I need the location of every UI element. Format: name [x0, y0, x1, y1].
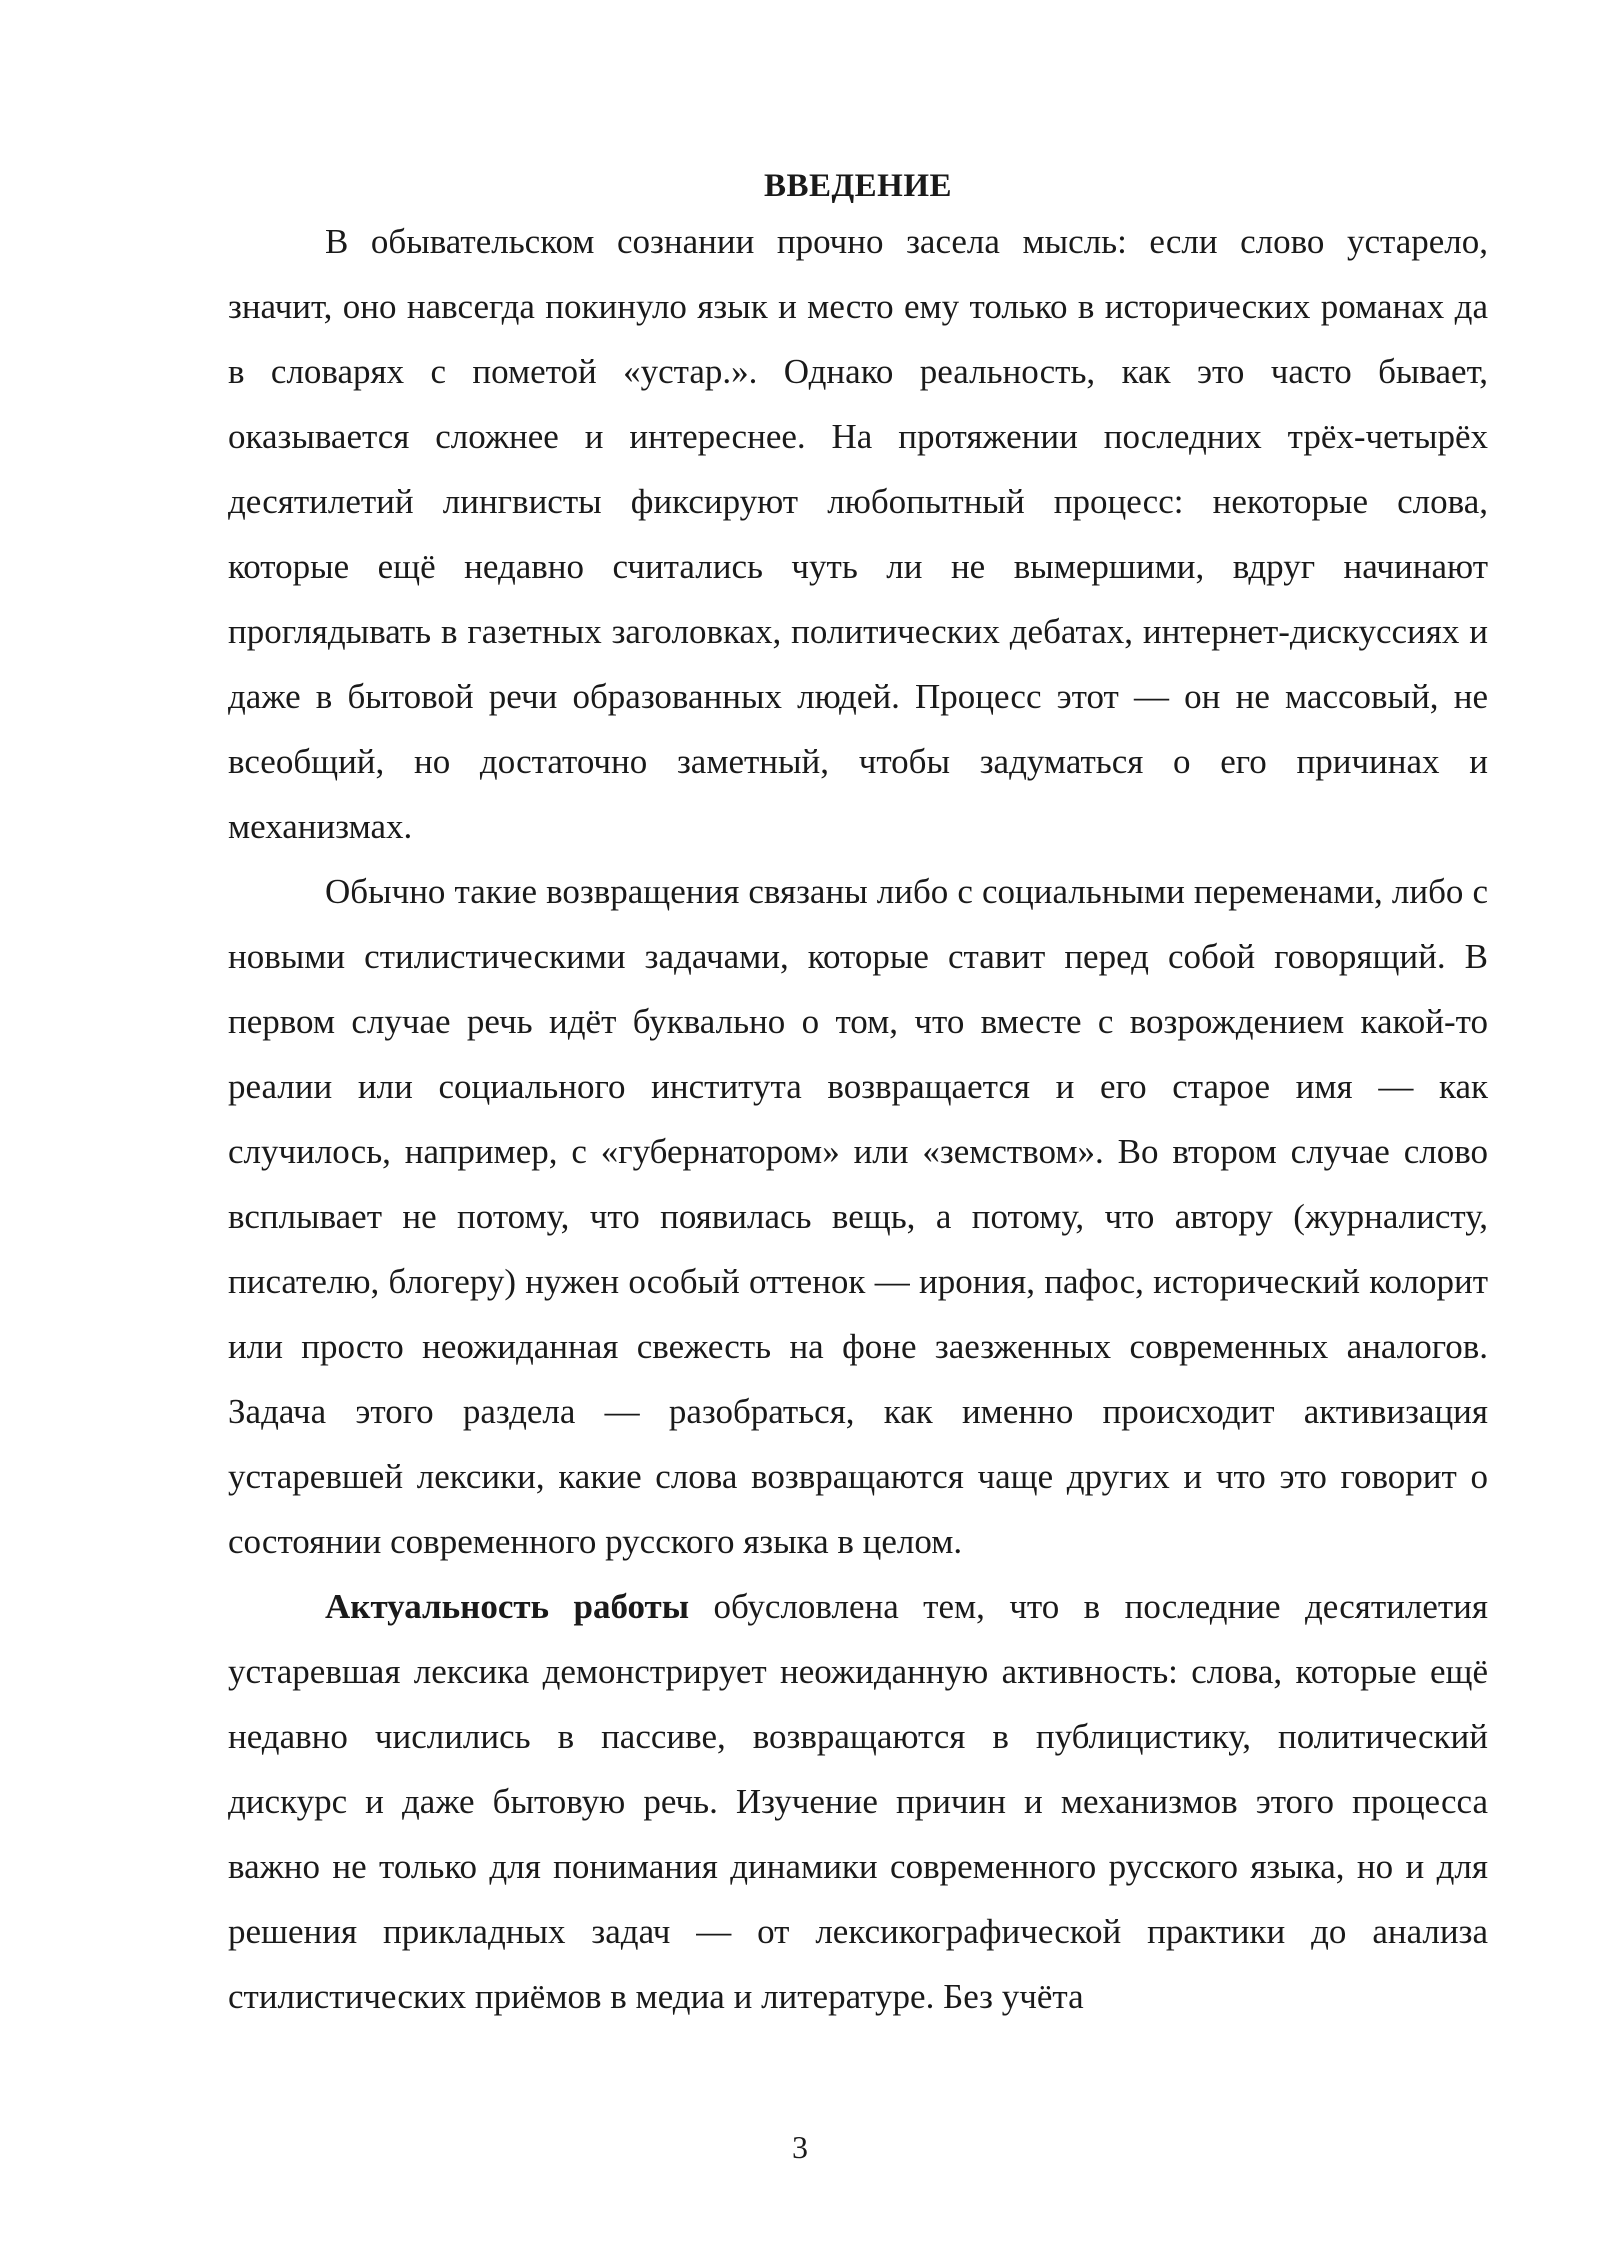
- page-number: 3: [792, 2129, 808, 2165]
- paragraph-3-text: обусловлена тем, что в последние десятилетия устаревшая лексика демонстрирует неожиданную активность: слова, которые ещё недавно числились в пассиве, возвращаются в публицистику, политический дискурс и даже бытовую речь. Изучение причин и механизмов этого процесса важно не только для понимания динамики современного русского языка, но и для решения прикладных задач — от лексикографической практики до анализа стилистических приёмов в медиа и литературе. Без учёта: [228, 1587, 1488, 2016]
- section-title: ВВЕДЕНИЕ: [763, 168, 953, 204]
- page-content: [228, 163, 1488, 2029]
- paragraph-3: [228, 1574, 1488, 2029]
- paragraph-1-text: В обывательском сознании прочно засела мысль: если слово устарело, значит, оно навсегда покинуло язык и место ему только в исторических романах да в словарях с пометой «устар.». Однако реальность, как это часто бывает, оказывается сложнее и интереснее. На протяжении последних трёх-четырёх десятилетий лингвисты фиксируют любопытный процесс: некоторые слова, которые ещё недавно считались чуть ли не вымершими, вдруг начинают проглядывать в газетных заголовках, политических дебатах, интернет-дискуссиях и даже в бытовой речи образованных людей. Процесс этот — он не массовый, не всеобщий, но достаточно заметный, чтобы задуматься о его причинах и механизмах.: [228, 222, 1488, 846]
- paragraph-2: [228, 859, 1488, 1574]
- paragraph-2-text: Обычно такие возвращения связаны либо с социальными переменами, либо с новыми стилистическими задачами, которые ставит перед собой говорящий. В первом случае речь идёт буквально о том, что вместе с возрождением какой-то реалии или социального института возвращается и его старое имя — как случилось, например, с «губернатором» или «земством». Во втором случае слово всплывает не потому, что появилась вещь, а потому, что автору (журналисту, писателю, блогеру) нужен особый оттенок — ирония, пафос, исторический колорит или просто неожиданная свежесть на фоне заезженных современных аналогов. Задача этого раздела — разобраться, как именно происходит активизация устаревшей лексики, какие слова возвращаются чаще других и что это говорит о состоянии современного русского языка в целом.: [228, 872, 1488, 1561]
- paragraph-1: [228, 209, 1488, 859]
- paragraph-3-lead: Актуальность работы: [325, 1587, 690, 1626]
